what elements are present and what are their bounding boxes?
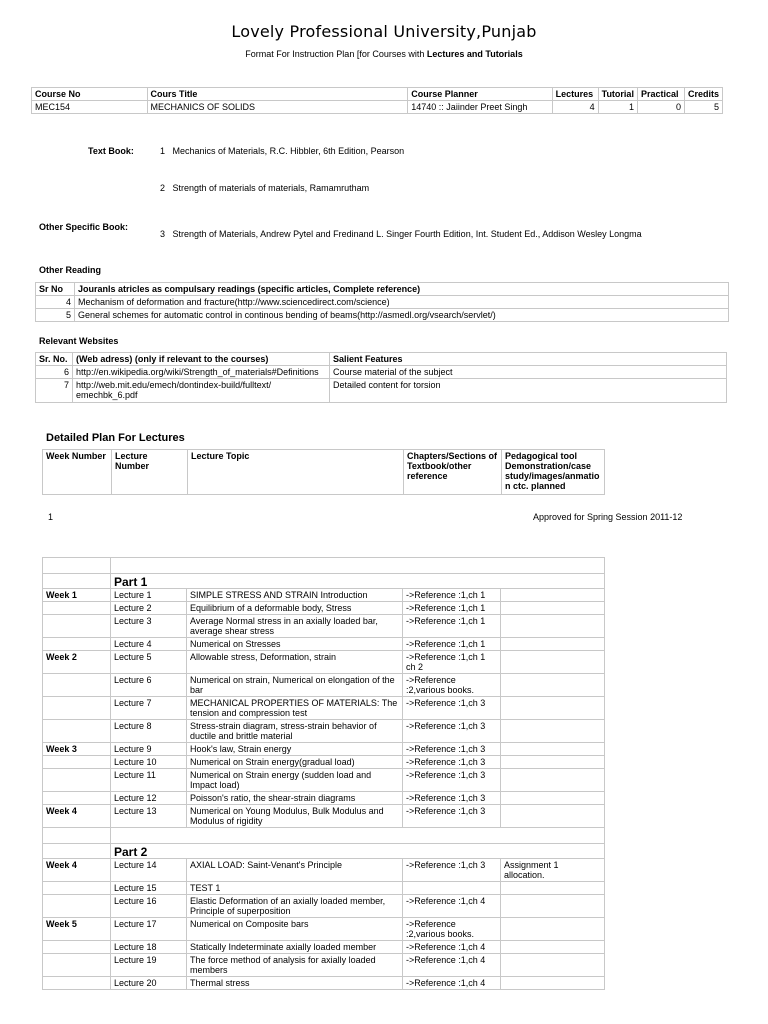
lectures-count: 4	[552, 101, 598, 114]
course-table	[31, 87, 723, 114]
website-url[interactable]: http://web.mit.edu/emech/dontindex-build/fulltext/ emechbk_6.pdf	[73, 379, 330, 403]
table-row: Lecture 15 TEST 1	[43, 882, 605, 895]
table-row: Week 3 Lecture 9 Hook's law, Strain energy ->Reference :1,ch 3	[43, 743, 605, 756]
table-row: Week 4 Lecture 13 Numerical on Young Modulus, Bulk Modulus and Modulus of rigidity ->Reference :1,ch 3	[43, 805, 605, 828]
table-row: Lecture 7 MECHANICAL PROPERTIES OF MATERIALS: The tension and compression test ->Reference :1,ch 3	[43, 697, 605, 720]
plan-header-table	[42, 449, 605, 495]
course-no: MEC154	[32, 101, 148, 114]
pedagogical-tool-header: Pedagogical tool Demonstration/case study/images/anmatio n ctc. planned	[502, 450, 605, 495]
website-feature: Course material of the subject	[330, 366, 727, 379]
document-subtitle: Format For Instruction Plan [for Courses with Lectures and Tutorials	[245, 49, 523, 59]
sr-no-header: Sr No	[36, 283, 75, 296]
practical-count: 0	[637, 101, 684, 114]
table-row: Lecture 3 Average Normal stress in an axially loaded bar, average shear stress ->Reference :1,ch 1	[43, 615, 605, 638]
tutorial-count: 1	[598, 101, 637, 114]
table-row: Week 1 Lecture 1 SIMPLE STRESS AND STRAIN Introduction ->Reference :1,ch 1	[43, 589, 605, 602]
websites-table	[35, 352, 727, 403]
reading-num: 4	[36, 296, 75, 309]
table-row: Lecture 19 The force method of analysis for axially loaded members ->Reference :1,ch 4	[43, 954, 605, 977]
reading-num: 5	[36, 309, 75, 322]
course-header: Course Planner	[408, 88, 552, 101]
lecture-plan-table	[42, 557, 605, 990]
week-number-header: Week Number	[43, 450, 112, 495]
text-book-label: Text Book:	[88, 146, 134, 156]
table-row: Lecture 2 Equilibrium of a deformable body, Stress ->Reference :1,ch 1	[43, 602, 605, 615]
course-header: Course No	[32, 88, 148, 101]
approved-text: Approved for Spring Session 2011-12	[533, 512, 683, 522]
table-row: Lecture 4 Numerical on Stresses ->Reference :1,ch 1	[43, 638, 605, 651]
table-row: Lecture 6 Numerical on strain, Numerical on elongation of the bar ->Reference :2,various books.	[43, 674, 605, 697]
course-planner: 14740 :: Jaiinder Preet Singh	[408, 101, 552, 114]
course-header: Tutorial	[598, 88, 637, 101]
table-row: Week 2 Lecture 5 Allowable stress, Deformation, strain ->Reference :1,ch 1 ch 2	[43, 651, 605, 674]
other-specific-book-label: Other Specific Book:	[39, 222, 129, 232]
book-1: 1 Mechanics of Materials, R.C. Hibbler, 6th Edition, Pearson	[160, 146, 405, 156]
university-title: Lovely Professional University,Punjab	[231, 22, 537, 41]
web-address-header: (Web adress) (only if relevant to the courses)	[73, 353, 330, 366]
journals-header: Jouranls atricles as compulsary readings (specific articles, Complete reference)	[75, 283, 729, 296]
credits-count: 5	[684, 101, 722, 114]
other-reading-table	[35, 282, 729, 322]
table-row: Lecture 16 Elastic Deformation of an axially loaded member, Principle of superposition ->Reference :1,ch 4	[43, 895, 605, 918]
chapters-header: Chapters/Sections of Textbook/other reference	[404, 450, 502, 495]
lecture-topic-header: Lecture Topic	[188, 450, 404, 495]
sr-no-header: Sr. No.	[36, 353, 73, 366]
website-num: 7	[36, 379, 73, 403]
table-row: Lecture 12 Poisson's ratio, the shear-strain diagrams ->Reference :1,ch 3	[43, 792, 605, 805]
website-feature: Detailed content for torsion	[330, 379, 727, 403]
table-row: Lecture 10 Numerical on Strain energy(gradual load) ->Reference :1,ch 3	[43, 756, 605, 769]
table-row: Week 4 Lecture 14 AXIAL LOAD: Saint-Venant's Principle ->Reference :1,ch 3 Assignment 1 allocation.	[43, 859, 605, 882]
course-header: Lectures	[552, 88, 598, 101]
table-row: Lecture 11 Numerical on Strain energy (sudden load and Impact load) ->Reference :1,ch 3	[43, 769, 605, 792]
course-header: Practical	[637, 88, 684, 101]
detailed-plan-heading: Detailed Plan For Lectures	[46, 432, 185, 444]
reading-text: General schemes for automatic control in continous bending of beams(http://asmedl.org/vsearch/servlet/)	[75, 309, 729, 322]
table-row: Lecture 8 Stress-strain diagram, stress-strain behavior of ductile and brittle material ->Reference :1,ch 3	[43, 720, 605, 743]
table-row: Lecture 18 Statically Indeterminate axially loaded member ->Reference :1,ch 4	[43, 941, 605, 954]
book-2: 2 Strength of materials of materials, Ramamrutham	[160, 183, 370, 193]
table-row: Lecture 20 Thermal stress ->Reference :1,ch 4	[43, 977, 605, 990]
website-num: 6	[36, 366, 73, 379]
reading-text: Mechanism of deformation and fracture(http://www.sciencedirect.com/science)	[75, 296, 729, 309]
part-2-heading: Part 2	[111, 844, 605, 859]
table-row: Week 5 Lecture 17 Numerical on Composite bars ->Reference :2,various books.	[43, 918, 605, 941]
lecture-number-header: Lecture Number	[112, 450, 188, 495]
salient-features-header: Salient Features	[330, 353, 727, 366]
other-reading-label: Other Reading	[39, 265, 102, 275]
course-header: Credits	[684, 88, 722, 101]
relevant-websites-label: Relevant Websites	[39, 336, 119, 346]
website-url[interactable]: http://en.wikipedia.org/wiki/Strength_of_materials#Definitions	[73, 366, 330, 379]
part-1-heading: Part 1	[111, 574, 605, 589]
course-header: Cours Title	[147, 88, 408, 101]
course-title: MECHANICS OF SOLIDS	[147, 101, 408, 114]
book-3: 3 Strength of Materials, Andrew Pytel and Fredinand L. Singer Fourth Edition, Int. Student Ed., Addison Wesley Longma	[160, 229, 642, 239]
page-number: 1	[48, 512, 54, 522]
